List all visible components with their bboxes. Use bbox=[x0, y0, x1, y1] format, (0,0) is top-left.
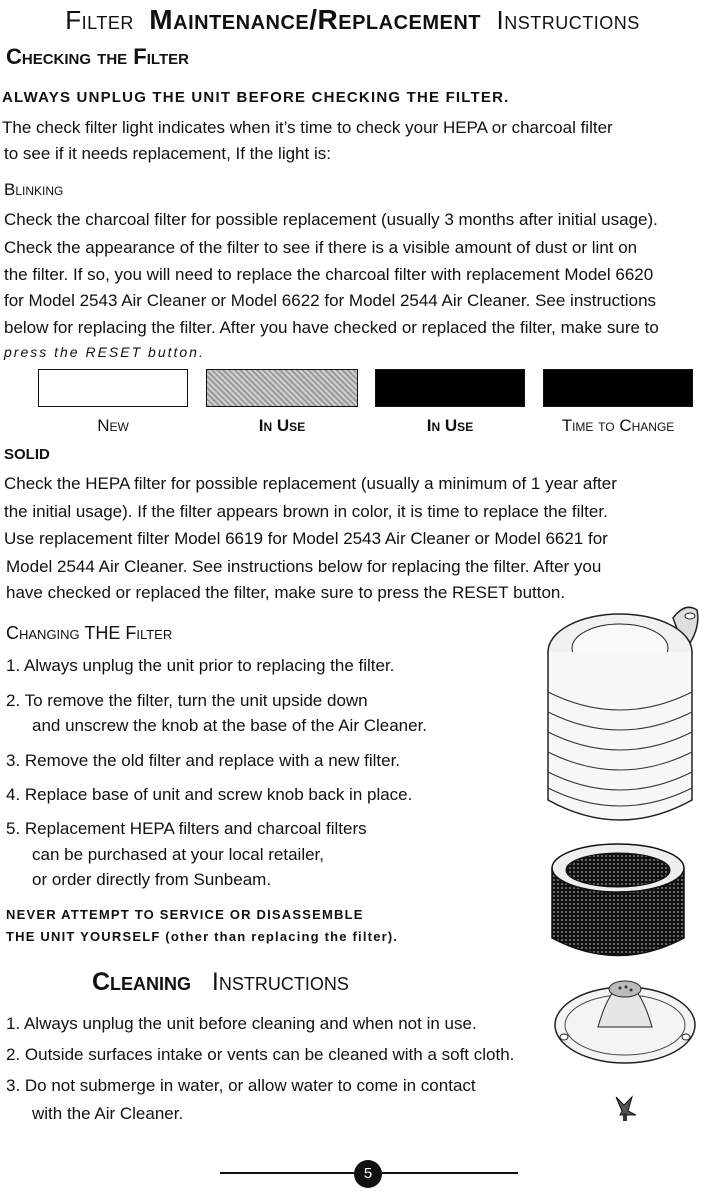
service-warning-2: THE UNIT YOURSELF (other than replacing the filter). bbox=[6, 929, 399, 944]
solid-line-5: have checked or replaced the filter, make sure to press the RESET button. bbox=[6, 583, 566, 602]
cleaning-step-2: 2. Outside surfaces intake or vents can be cleaned with a soft cloth. bbox=[6, 1045, 515, 1064]
cleaning-heading-light: Instructions bbox=[211, 968, 349, 996]
changing-step-2-cont: and unscrew the knob at the base of the Air Cleaner. bbox=[32, 716, 428, 735]
cleaning-heading-bold: Cleaning bbox=[92, 968, 192, 996]
changing-heading: Changing THE Filter bbox=[6, 623, 173, 643]
changing-step-5: 5. Replacement HEPA filters and charcoal filters bbox=[6, 819, 367, 838]
unplug-warning: ALWAYS UNPLUG THE UNIT BEFORE CHECKING THE FILTER. bbox=[2, 89, 510, 106]
replacement-filter-illustration bbox=[548, 838, 688, 963]
cleaning-step-3: 3. Do not submerge in water, or allow water to come in contact bbox=[6, 1076, 476, 1095]
air-cleaner-illustration bbox=[545, 600, 703, 830]
changing-step-1: 1. Always unplug the unit prior to replacing the filter. bbox=[6, 656, 395, 675]
swatch-in-use-light bbox=[206, 369, 358, 407]
title-part-maintenance: Maintenance/Replacement bbox=[149, 4, 482, 35]
footer-rule-left bbox=[220, 1172, 354, 1174]
solid-line-3: Use replacement filter Model 6619 for Model 2543 Air Cleaner or Model 6621 for bbox=[4, 529, 608, 548]
service-warning-1: NEVER ATTEMPT TO SERVICE OR DISASSEMBLE bbox=[6, 907, 364, 922]
swatch-label-in-use-2: In Use bbox=[426, 416, 474, 435]
solid-line-2: the initial usage). If the filter appears brown in color, it is time to replace the filter. bbox=[4, 502, 608, 521]
cleaning-step-1: 1. Always unplug the unit before cleaning and when not in use. bbox=[6, 1014, 477, 1033]
solid-line-4: Model 2544 Air Cleaner. See instructions below for replacing the filter. After you bbox=[6, 557, 602, 576]
changing-step-3: 3. Remove the old filter and replace with a new filter. bbox=[6, 751, 401, 770]
blinking-line-6: press the RESET button. bbox=[4, 344, 205, 360]
changing-step-2: 2. To remove the filter, turn the unit upside down bbox=[6, 691, 368, 710]
blinking-line-1: Check the charcoal filter for possible replacement (usually 3 months after initial usage). bbox=[4, 210, 658, 229]
blinking-line-3: the filter. If so, you will need to replace the charcoal filter with replacement Model 6620 bbox=[4, 265, 654, 284]
solid-label: SOLID bbox=[4, 446, 50, 463]
title-part-filter: Filter bbox=[65, 5, 134, 35]
footer-rule-right bbox=[382, 1172, 518, 1174]
blinking-line-4: for Model 2543 Air Cleaner or Model 6622 for Model 2544 Air Cleaner. See instructions bbox=[4, 291, 657, 310]
intro-line-2: to see if it needs replacement, If the light is: bbox=[4, 144, 331, 163]
cleaning-heading bbox=[92, 968, 349, 997]
swatch-new bbox=[38, 369, 188, 407]
page-title bbox=[0, 4, 705, 36]
checking-heading: Checking the Filter bbox=[6, 44, 189, 69]
swatch-in-use-dark bbox=[375, 369, 525, 407]
changing-step-5-cont-2: or order directly from Sunbeam. bbox=[32, 870, 272, 889]
solid-line-1: Check the HEPA filter for possible replacement (usually a minimum of 1 year after bbox=[4, 474, 617, 493]
blinking-label: Blinking bbox=[4, 180, 64, 199]
blinking-line-2: Check the appearance of the filter to see if there is a visible amount of dust or lint on bbox=[4, 238, 638, 257]
changing-step-4: 4. Replace base of unit and screw knob back in place. bbox=[6, 785, 413, 804]
base-and-knob-illustration bbox=[550, 965, 705, 1125]
page-number: 5 bbox=[354, 1160, 382, 1188]
swatch-label-in-use-1: In Use bbox=[258, 416, 306, 435]
intro-line-1: The check filter light indicates when it’s time to check your HEPA or charcoal filter bbox=[2, 118, 613, 137]
swatch-label-new: New bbox=[97, 416, 129, 435]
swatch-label-time-to-change: Time to Change bbox=[561, 416, 675, 435]
title-part-instructions: Instructions bbox=[496, 5, 640, 35]
cleaning-step-3-cont: with the Air Cleaner. bbox=[32, 1104, 184, 1123]
changing-step-5-cont-1: can be purchased at your local retailer, bbox=[32, 845, 325, 864]
blinking-line-5: below for replacing the filter. After you have checked or replaced the filter, make sure to bbox=[4, 318, 659, 337]
swatch-time-to-change bbox=[543, 369, 693, 407]
